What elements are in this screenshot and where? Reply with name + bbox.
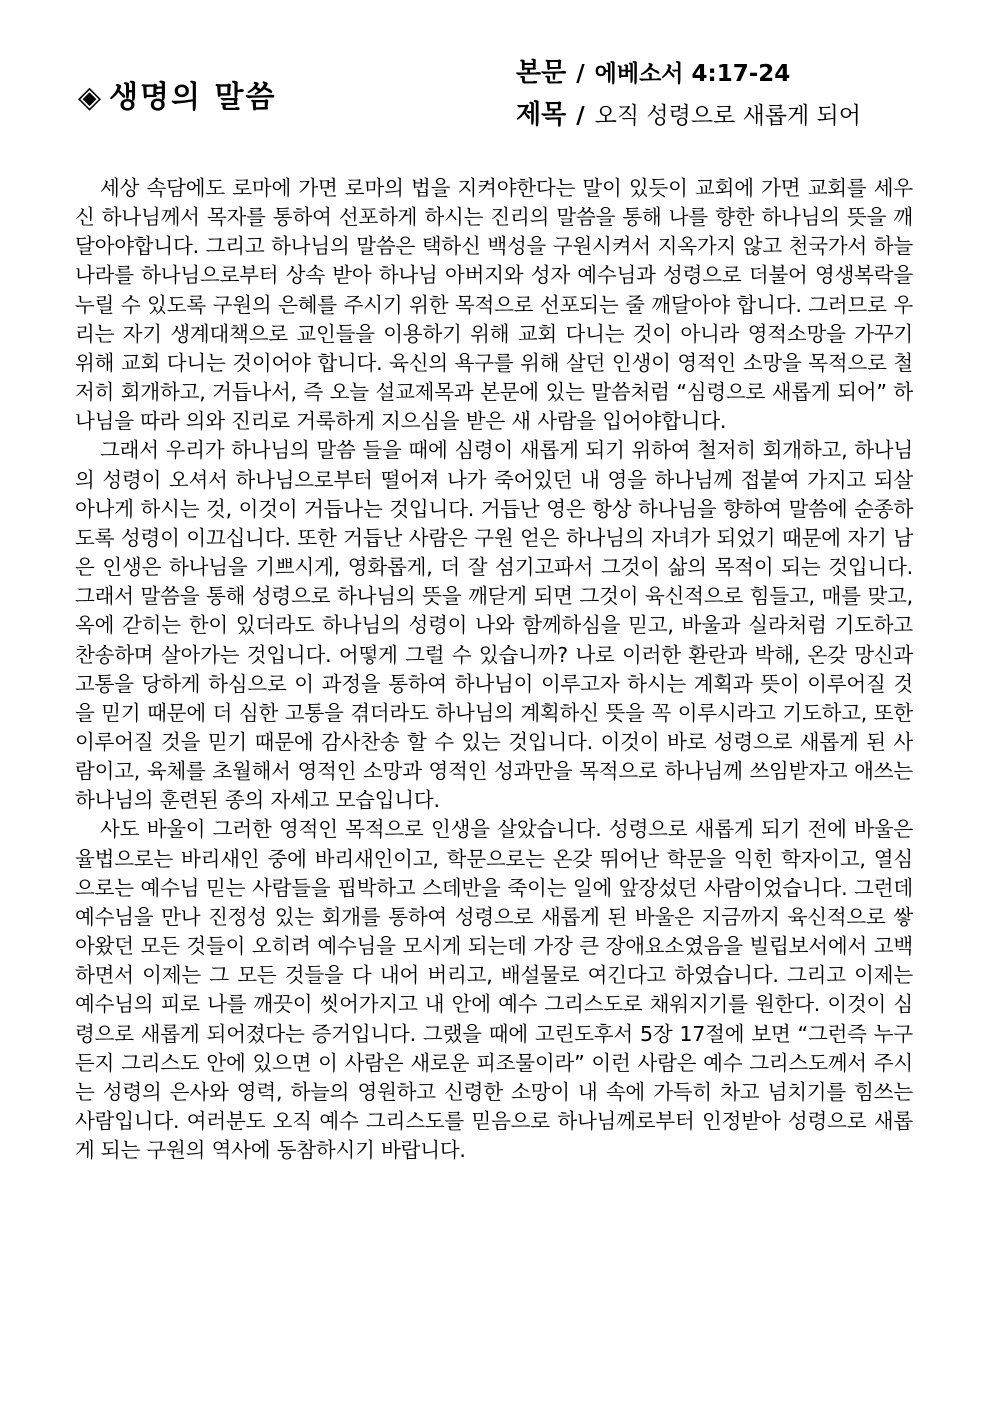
sermon-body — [75, 174, 913, 1165]
body-paragraph-3: 사도 바울이 그러한 영적인 목적으로 인생을 살았습니다. 성령으로 새롭게 되기 전에 바울은 율법으로는 바리새인 중에 바리새인이고, 학문으로는 온갖 뛰어난 학문을 익힌 학자이고, 열심으로는 예수님 믿는 사람들을 핍박하고 스데반을 죽이는 일에 앞장섰던 사람이었습니다. 그런데 예수님을 만나 진정성 있는 회개를 통하여 성령으로 새롭게 된 바울은 지금까지 육신적으로 쌓아왔던 모든 것들이 오히려 예수님을 모시게 되는데 가장 큰 장애요소였음을 빌립보서에서 고백하면서 이제는 그 모든 것들을 다 내어 버리고, 배설물로 여긴다고 하였습니다. 그리고 이제는 예수님의 피로 나를 깨끗이 씻어가지고 내 안에 예수 그리스도로 채워지기를 원한다. 이것이 심령으로 새롭게 되어졌다는 증거입니다. 그랬을 때에 고린도후서 5장 17절에 보면 “그런즉 누구든지 그리스도 안에 있으면 이 사람은 새로운 피조물이라” 이런 사람은 예수 그리스도께서 주시는 성령의 은사와 영력, 하늘의 영원하고 신령한 소망이 내 속에 가득히 차고 넘치기를 힘쓰는 사람입니다. 여러분도 오직 예수 그리스도를 믿음으로 하나님께로부터 인정받아 성령으로 새롭게 되는 구원의 역사에 동참하시기 바랍니다. — [75, 817, 913, 1163]
diamond-icon: ◈ — [78, 80, 104, 115]
scripture-reference — [516, 52, 790, 89]
page-header — [0, 0, 992, 140]
scripture-value: 에베소서 4:17-24 — [594, 61, 791, 87]
section-title-text: 생명의 말씀 — [109, 80, 277, 115]
scripture-separator: / — [576, 61, 585, 87]
sermon-title-value: 오직 성령으로 새롭게 되어 — [594, 103, 861, 129]
scripture-label: 본문 — [516, 58, 567, 88]
sermon-title-line — [516, 94, 861, 131]
sermon-title-label: 제목 — [516, 100, 567, 130]
body-paragraph-1: 세상 속담에도 로마에 가면 로마의 법을 지켜야한다는 말이 있듯이 교회에 가면 교회를 세우신 하나님께서 목자를 통하여 선포하게 하시는 진리의 말씀을 통해 나를 향한 하나님의 뜻을 깨달아야합니다. 그리고 하나님의 말씀은 택하신 백성을 구원시켜서 지옥가지 않고 천국가서 하늘나라를 하나님으로부터 상속 받아 하나님 아버지와 성자 예수님과 성령으로 더불어 영생복락을 누릴 수 있도록 구원의 은혜를 주시기 위한 목적으로 선포되는 줄 깨달아야 합니다. 그러므로 우리는 자기 생계대책으로 교인들을 이용하기 위해 교회 다니는 것이 아니라 영적소망을 가꾸기 위해 교회 다니는 것이어야 합니다. 육신의 욕구를 위해 살던 인생이 영적인 소망을 목적으로 철저히 회개하고, 거듭나서, 즉 오늘 설교제목과 본문에 있는 말씀처럼 “심령으로 새롭게 되어” 하나님을 따라 의와 진리로 거룩하게 지으심을 받은 새 사람을 입어야합니다. — [75, 176, 913, 434]
sermon-title-separator: / — [576, 103, 585, 129]
section-title — [78, 72, 276, 116]
body-paragraph-2: 그래서 우리가 하나님의 말씀 들을 때에 심령이 새롭게 되기 위하여 철저히 회개하고, 하나님의 성령이 오셔서 하나님으로부터 떨어져 나가 죽어있던 내 영을 하나님께 접붙여 가지고 되살아나게 하시는 것, 이것이 거듭나는 것입니다. 거듭난 영은 항상 하나님을 향하여 말씀에 순종하도록 성령이 이끄십니다. 또한 거듭난 사람은 구원 얻은 하나님의 자녀가 되었기 때문에 자기 남은 인생은 하나님을 기쁘시게, 영화롭게, 더 잘 섬기고파서 그것이 삶의 목적이 되는 것입니다. 그래서 말씀을 통해 성령으로 하나님의 뜻을 깨닫게 되면 그것이 육신적으로 힘들고, 매를 맞고, 옥에 갇히는 한이 있더라도 하나님의 성령이 나와 함께하심을 믿고, 바울과 실라처럼 기도하고 찬송하며 살아가는 것입니다. 어떻게 그럴 수 있습니까? 나로 이러한 환란과 박해, 온갖 망신과 고통을 당하게 하심으로 이 과정을 통하여 하나님이 이루고자 하시는 계획과 뜻이 이루어질 것을 믿기 때문에 더 심한 고통을 겪더라도 하나님의 계획하신 뜻을 꼭 이루시라고 기도하고, 또한 이루어질 것을 믿기 때문에 감사찬송 할 수 있는 것입니다. 이것이 바로 성령으로 새롭게 된 사람이고, 육체를 초월해서 영적인 소망과 영적인 성과만을 목적으로 하나님께 쓰임받자고 애쓰는 하나님의 훈련된 종의 자세고 모습입니다. — [75, 438, 913, 813]
